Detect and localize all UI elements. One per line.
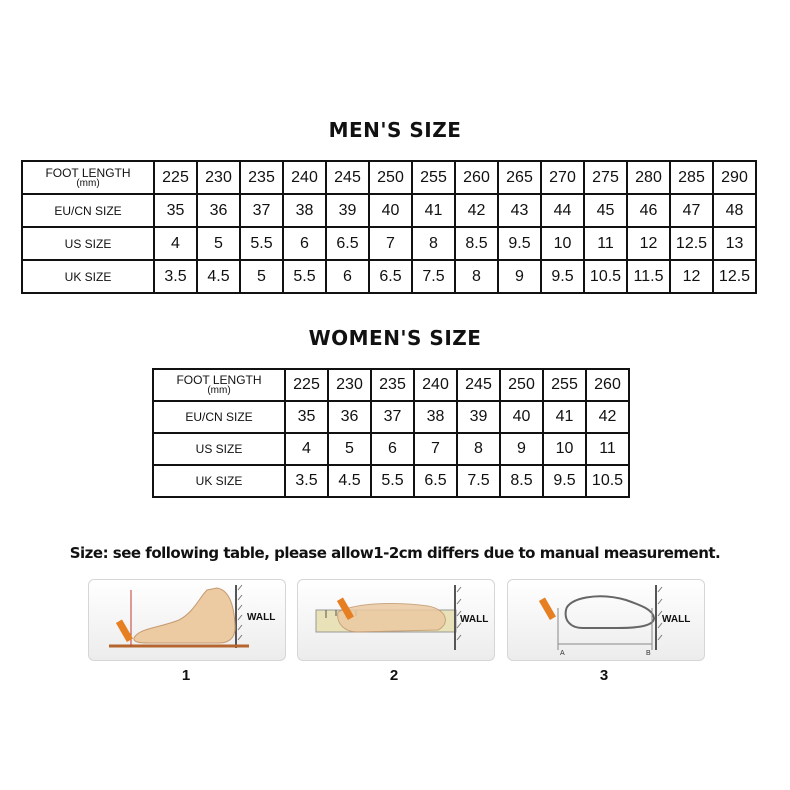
size-cell: 42 (586, 401, 629, 433)
foot-length-cell: 235 (240, 161, 283, 194)
step-3-number: 3 (599, 667, 609, 684)
step-1-number: 1 (181, 667, 191, 684)
size-cell: 4 (285, 433, 328, 465)
size-cell: 5.5 (240, 227, 283, 260)
size-cell: 11.5 (627, 260, 670, 293)
size-cell: 4.5 (328, 465, 371, 497)
size-cell: 6.5 (369, 260, 412, 293)
foot-length-cell: 260 (455, 161, 498, 194)
size-cell: 7 (414, 433, 457, 465)
size-cell: 48 (713, 194, 756, 227)
size-cell: 40 (500, 401, 543, 433)
size-row (22, 260, 756, 293)
size-cell: 6 (326, 260, 369, 293)
size-cell: 12.5 (713, 260, 756, 293)
size-cell: 13 (713, 227, 756, 260)
foot-length-label (22, 161, 154, 194)
foot-side-illustration (89, 580, 285, 660)
size-cell: 35 (285, 401, 328, 433)
foot-length-cell: 225 (285, 369, 328, 401)
foot-length-cell: 255 (412, 161, 455, 194)
size-cell: 5 (197, 227, 240, 260)
foot-length-cell: 265 (498, 161, 541, 194)
size-cell: 7.5 (457, 465, 500, 497)
size-cell: 38 (414, 401, 457, 433)
size-row (153, 433, 629, 465)
size-cell: 9 (500, 433, 543, 465)
mens-size-title: MEN'S SIZE (328, 118, 462, 142)
size-cell: 43 (498, 194, 541, 227)
foot-length-cell: 230 (328, 369, 371, 401)
size-cell: 40 (369, 194, 412, 227)
size-cell: 38 (283, 194, 326, 227)
size-cell: 12 (627, 227, 670, 260)
size-cell: 10 (541, 227, 584, 260)
size-row (153, 401, 629, 433)
measure-step-2-panel (297, 579, 495, 661)
size-cell: 10.5 (584, 260, 627, 293)
size-cell: 8.5 (455, 227, 498, 260)
size-cell: 12.5 (670, 227, 713, 260)
womens-size-table (152, 368, 630, 498)
foot-length-label-text: FOOT LENGTH (45, 165, 131, 180)
size-cell: 36 (197, 194, 240, 227)
size-cell: 36 (328, 401, 371, 433)
size-cell: 41 (543, 401, 586, 433)
size-cell: 3.5 (285, 465, 328, 497)
foot-length-cell: 270 (541, 161, 584, 194)
size-cell: 9.5 (541, 260, 584, 293)
size-row-label: EU/CN SIZE (153, 401, 285, 433)
foot-length-cell: 240 (414, 369, 457, 401)
size-cell: 4.5 (197, 260, 240, 293)
size-cell: 12 (670, 260, 713, 293)
foot-length-cell: 235 (371, 369, 414, 401)
size-row-label: US SIZE (153, 433, 285, 465)
foot-length-cell: 280 (627, 161, 670, 194)
mark-a: A (560, 650, 565, 657)
size-cell: 11 (586, 433, 629, 465)
size-cell: 10 (543, 433, 586, 465)
size-cell: 39 (457, 401, 500, 433)
foot-length-row (22, 161, 756, 194)
size-cell: 8 (457, 433, 500, 465)
size-cell: 10.5 (586, 465, 629, 497)
size-row-label: EU/CN SIZE (22, 194, 154, 227)
foot-ruler-illustration (298, 580, 494, 660)
size-cell: 47 (670, 194, 713, 227)
foot-length-cell: 245 (457, 369, 500, 401)
size-cell: 41 (412, 194, 455, 227)
size-cell: 6.5 (326, 227, 369, 260)
foot-length-cell: 250 (369, 161, 412, 194)
foot-length-cell: 285 (670, 161, 713, 194)
foot-length-row (153, 369, 629, 401)
size-cell: 6 (371, 433, 414, 465)
size-cell: 44 (541, 194, 584, 227)
step-2-number: 2 (389, 667, 399, 684)
foot-length-cell: 245 (326, 161, 369, 194)
size-cell: 5 (328, 433, 371, 465)
size-cell: 11 (584, 227, 627, 260)
size-cell: 42 (455, 194, 498, 227)
size-cell: 9.5 (543, 465, 586, 497)
size-cell: 5 (240, 260, 283, 293)
foot-length-cell: 240 (283, 161, 326, 194)
size-row-label: UK SIZE (153, 465, 285, 497)
size-row (22, 194, 756, 227)
size-cell: 8 (455, 260, 498, 293)
mens-size-table (21, 160, 757, 294)
size-cell: 8.5 (500, 465, 543, 497)
womens-size-title: WOMEN'S SIZE (308, 326, 482, 350)
size-row (153, 465, 629, 497)
size-cell: 5.5 (283, 260, 326, 293)
measure-step-3-panel (507, 579, 705, 661)
foot-length-label-text: FOOT LENGTH (176, 373, 262, 387)
wall-label: WALL (662, 614, 691, 625)
foot-length-cell: 250 (500, 369, 543, 401)
size-cell: 35 (154, 194, 197, 227)
foot-length-cell: 275 (584, 161, 627, 194)
wall-label: WALL (460, 614, 489, 625)
size-row-label: US SIZE (22, 227, 154, 260)
size-cell: 9 (498, 260, 541, 293)
foot-length-label (153, 369, 285, 401)
foot-length-cell: 260 (586, 369, 629, 401)
foot-length-cell: 225 (154, 161, 197, 194)
foot-length-cell: 290 (713, 161, 756, 194)
size-cell: 9.5 (498, 227, 541, 260)
size-cell: 7 (369, 227, 412, 260)
size-cell: 6.5 (414, 465, 457, 497)
wall-label: WALL (247, 612, 276, 623)
size-row (22, 227, 756, 260)
foot-length-unit: (mm) (207, 385, 231, 396)
size-cell: 4 (154, 227, 197, 260)
mark-b: B (646, 650, 651, 657)
size-cell: 37 (371, 401, 414, 433)
foot-length-unit: (mm) (76, 177, 100, 189)
size-cell: 37 (240, 194, 283, 227)
foot-length-cell: 255 (543, 369, 586, 401)
size-row-label: UK SIZE (22, 260, 154, 293)
size-cell: 45 (584, 194, 627, 227)
size-cell: 6 (283, 227, 326, 260)
size-cell: 39 (326, 194, 369, 227)
foot-length-cell: 230 (197, 161, 240, 194)
size-cell: 3.5 (154, 260, 197, 293)
measure-step-1-panel (88, 579, 286, 661)
size-cell: 5.5 (371, 465, 414, 497)
size-cell: 7.5 (412, 260, 455, 293)
size-cell: 8 (412, 227, 455, 260)
footprint-outline-illustration (508, 580, 704, 660)
measurement-note: Size: see following table, please allow1-2cm differs due to manual measurement. (69, 544, 721, 562)
size-cell: 46 (627, 194, 670, 227)
